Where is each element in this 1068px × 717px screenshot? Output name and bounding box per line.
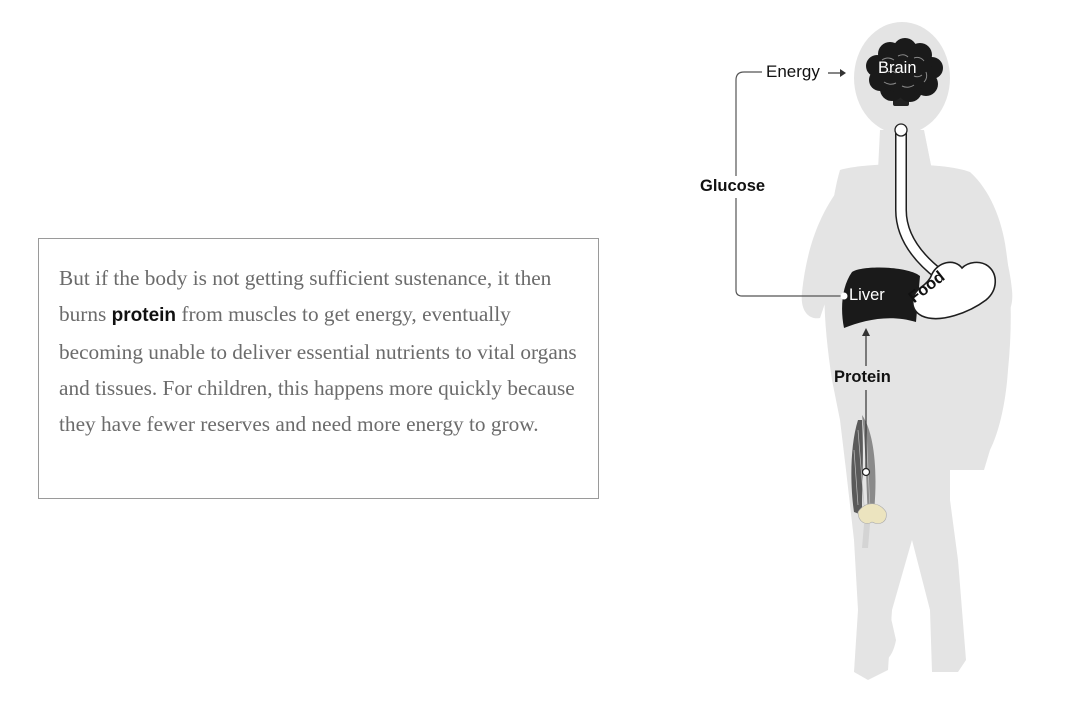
diagram-graphic <box>640 0 1068 717</box>
paragraph-text-before: But if the body is not getting sufficient sustenance, it then burns <box>59 266 552 326</box>
explanation-card <box>38 238 599 499</box>
glucose-label: Glucose <box>700 177 766 195</box>
liver-label: Liver <box>849 286 885 304</box>
explanation-paragraph <box>59 260 578 442</box>
energy-arrowhead <box>840 69 846 77</box>
paragraph-emphasis-protein: protein <box>111 305 177 326</box>
brain-label: Brain <box>878 59 917 77</box>
muscle-marker <box>863 469 870 476</box>
food-label: Food <box>905 267 949 307</box>
protein-label: Protein <box>834 368 891 386</box>
paragraph-text-after: from muscles to get energy, eventually becoming unable to deliver essential nutrients to vital organs and tissues. For children, this happens more quickly because they have fewer reserves and need more energy to grow. <box>59 302 577 436</box>
body-energy-diagram <box>640 0 1068 717</box>
liver-marker <box>841 293 847 299</box>
energy-label: Energy <box>766 62 820 81</box>
child-silhouette <box>802 22 1013 680</box>
esophagus-start-marker <box>895 124 907 136</box>
